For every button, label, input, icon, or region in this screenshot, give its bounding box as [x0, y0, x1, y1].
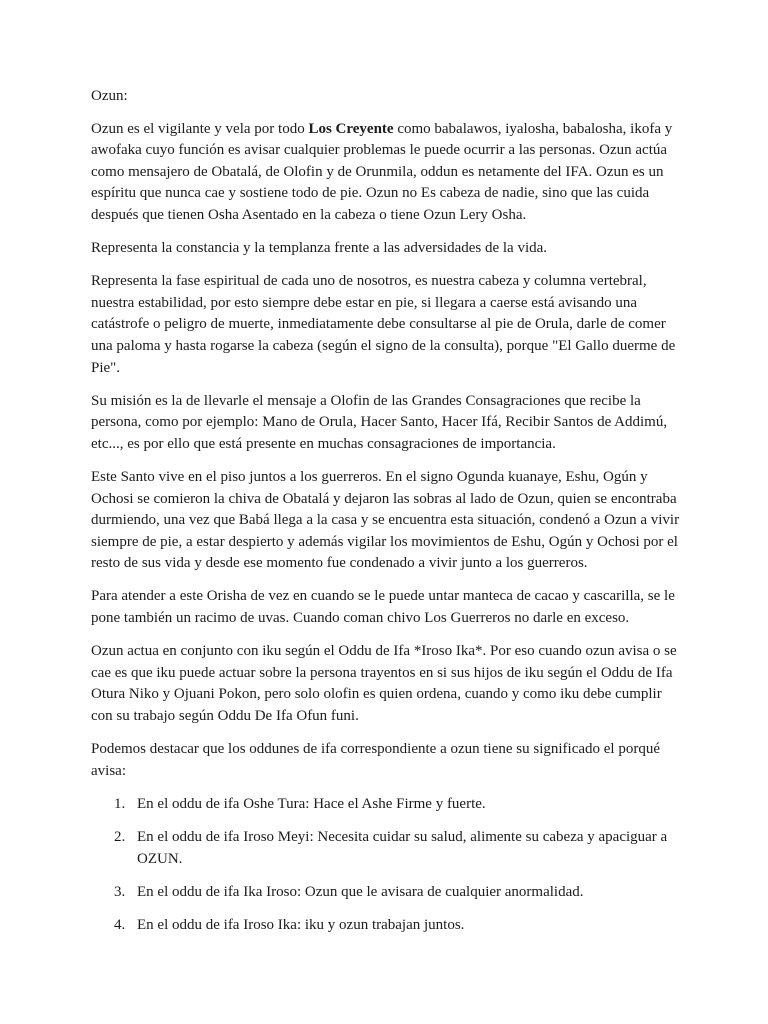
paragraph-7: Ozun actua en conjunto con iku según el Oddu de Ifa *Iroso Ika*. Por eso cuando ozun avisa o se cae es que iku puede actuar sobre la persona trayentos en si sus hijos de iku según el Oddu de Ifa Otura Niko y Ojuani Pokon, pero solo olofin es quien ordena, cuando y como iku debe cumplir con su trabajo según Oddu De Ifa Ofun funi.	[91, 643, 677, 724]
list-item-number: 1.	[114, 796, 126, 813]
oddun-list	[91, 794, 681, 936]
list-item-number: 4.	[114, 917, 126, 933]
list-item-text: En el oddu de ifa Oshe Tura: Hace el Ashe Firme y fuerte.	[137, 796, 486, 813]
list-item	[91, 882, 681, 904]
list-item-text: En el oddu de ifa Ika Iroso: Ozun que le avisara de cualquier anormalidad.	[137, 883, 584, 900]
list-item	[91, 794, 681, 816]
list-item-text: En el oddu de ifa Iroso Meyi: Necesita cuidar su salud, alimente su cabeza y apaciguar a OZUN.	[137, 829, 668, 867]
paragraph-1-before: Ozun es el vigilante y vela por todo	[91, 120, 309, 137]
document-heading: Ozun:	[91, 88, 128, 104]
paragraph-8: Podemos destacar que los oddunes de ifa correspondiente a ozun tiene su significado el porqué avisa:	[91, 740, 660, 779]
list-item	[91, 827, 681, 870]
list-item-number: 3.	[114, 883, 126, 900]
paragraph-6: Para atender a este Orisha de vez en cuando se le puede untar manteca de cacao y cascarilla, se le pone también un racimo de uvas. Cuando coman chivo Los Guerreros no darle en exceso.	[91, 588, 675, 626]
paragraph-2: Representa la constancia y la templanza frente a las adversidades de la vida.	[91, 240, 548, 257]
paragraph-1	[91, 119, 681, 227]
list-item	[91, 915, 681, 937]
document-page	[91, 86, 681, 948]
paragraph-5: Este Santo vive en el piso juntos a los guerreros. En el signo Ogunda kuanaye, Eshu, Ogún y Ochosi se comieron la chiva de Obatalá y dejaron las sobras al lado de Ozun, quien se encontraba durmiendo, una vez que Babá llega a la casa y se encuentra esta situación, condenó a Ozun a vivir siempre de pie, a estar despierto y además vigilar los movimientos de Eshu, Ogún y Ochosi por el resto de sus vida y desde ese momento fue condenado a vivir junto a los guerreros.	[91, 468, 680, 572]
bold-phrase: Los Creyente	[308, 120, 394, 137]
paragraph-1-after: como babalawos, iyalosha, babalosha, ikofa y awofaka cuyo función es avisar cualquier problemas le puede ocurrir a las personas. Ozun actúa como mensajero de Obatalá, de Olofin y de Orunmila, oddun es netamente del IFA. Ozun es un espíritu que nunca cae y sostiene todo de pie. Ozun no Es cabeza de nadie, sino que las cuida después que tienen Osha Asentado en la cabeza o tiene Ozun Lery Osha.	[91, 120, 673, 223]
paragraph-3: Representa la fase espiritual de cada uno de nosotros, es nuestra cabeza y columna vertebral, nuestra estabilidad, por esto siempre debe estar en pie, si llegara a caerse está avisando una catástrofe o peligro de muerte, inmediatamente debe consultarse al pie de Orula, darle de comer una paloma y hasta rogarse la cabeza (según el signo de la consulta), porque "El Gallo duerme de Pie".	[91, 273, 676, 376]
paragraph-4: Su misión es la de llevarle el mensaje a Olofin de las Grandes Consagraciones que recibe la persona, como por ejemplo: Mano de Orula, Hacer Santo, Hacer Ifá, Recibir Santos de Addimú, etc..., es por ello que está presente en muchas consagraciones de importancia.	[91, 392, 668, 452]
list-item-number: 2.	[114, 829, 126, 846]
list-item-text: En el oddu de ifa Iroso Ika: iku y ozun trabajan juntos.	[137, 917, 465, 933]
